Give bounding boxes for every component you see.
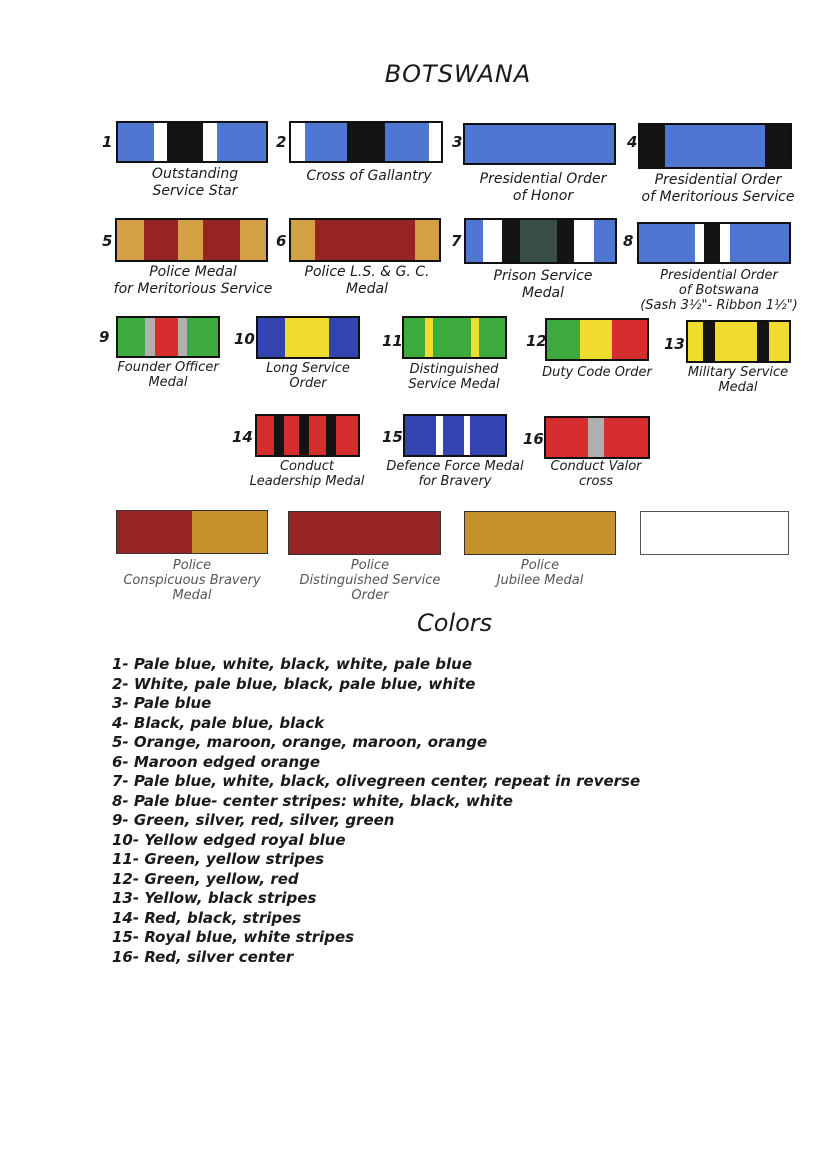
ribbon-number: 4	[627, 133, 638, 151]
ribbon-name: Presidential Order of Botswana (Sash 3½"- Ribbon 1½")	[640, 268, 798, 313]
color-description: 7- Pale blue, white, black, olivegreen center, repeat in reverse	[112, 772, 641, 790]
ribbon-name: Police Medal for Meritorious Service	[113, 264, 273, 297]
ribbon-bar-6	[289, 218, 441, 262]
ribbon-number: 15	[382, 428, 403, 446]
ribbon-name: Duty Code Order	[542, 365, 652, 380]
ribbon-number: 6	[276, 232, 287, 250]
color-description: 5- Orange, maroon, orange, maroon, orange	[112, 733, 488, 751]
ribbon-bar-4	[638, 123, 792, 169]
color-description: 3- Pale blue	[112, 694, 212, 712]
ribbon-bar-5	[115, 218, 268, 262]
ribbon-bar-14	[255, 414, 360, 457]
color-description: 15- Royal blue, white stripes	[112, 928, 355, 946]
color-description: 13- Yellow, black stripes	[112, 889, 317, 907]
color-description: 1- Pale blue, white, black, white, pale blue	[112, 655, 473, 673]
ribbon-bar-12	[545, 318, 649, 361]
ribbon-name: Long Service Order	[266, 361, 350, 391]
ribbon-name: Conduct Leadership Medal	[249, 459, 365, 489]
police-ribbon-bar-2	[288, 511, 441, 555]
police-ribbon-bar-1	[116, 510, 268, 554]
ribbon-number: 9	[99, 328, 110, 346]
ribbon-name: Military Service Medal	[687, 365, 789, 395]
color-description-list	[112, 655, 640, 967]
color-description: 16- Red, silver center	[112, 947, 294, 966]
color-description: 8- Pale blue- center stripes: white, black, white	[112, 791, 513, 810]
ribbon-name: Police Distinguished Service Order	[299, 558, 441, 603]
ribbon-name: Conduct Valor cross	[550, 459, 642, 489]
ribbon-bar-16	[544, 416, 650, 459]
ribbon-bar-7	[464, 218, 617, 264]
ribbon-bar-1	[116, 121, 268, 163]
ribbon-number: 14	[232, 428, 253, 446]
ribbon-number: 8	[623, 232, 634, 250]
ribbon-number: 7	[451, 232, 462, 250]
color-description: 6- Maroon edged orange	[112, 752, 321, 771]
ribbon-bar-10	[256, 316, 360, 359]
ribbon-name: Founder Officer Medal	[117, 360, 219, 390]
ribbon-name: Police L.S. & G. C. Medal	[304, 264, 430, 297]
ribbon-number: 10	[234, 330, 255, 348]
color-description: 14- Red, black, stripes	[112, 908, 302, 927]
ribbon-name: Police Conspicuous Bravery Medal	[123, 558, 261, 603]
ribbon-bar-15	[403, 414, 507, 457]
ribbon-number: 16	[523, 430, 544, 448]
color-description: 9- Green, silver, red, silver, green	[112, 811, 395, 829]
ribbon-bar-3	[463, 123, 616, 165]
ribbon-number: 3	[452, 133, 463, 151]
ribbon-name: Cross of Gallantry	[306, 168, 432, 184]
blank-ribbon-box	[640, 511, 789, 555]
ribbon-name: Defence Force Medal for Bravery	[386, 459, 524, 489]
color-description: 12- Green, yellow, red	[112, 869, 299, 888]
color-description: 2- White, pale blue, black, pale blue, white	[112, 674, 476, 693]
color-description: 4- Black, pale blue, black	[112, 713, 325, 732]
ribbon-number: 11	[382, 332, 403, 350]
ribbon-number: 2	[276, 133, 287, 151]
ribbon-bar-2	[289, 121, 443, 163]
ribbon-number: 12	[526, 332, 547, 350]
color-description: 10- Yellow edged royal blue	[112, 830, 346, 849]
page-title: BOTSWANA	[384, 60, 532, 88]
ribbon-bar-8	[637, 222, 791, 264]
ribbon-number: 1	[102, 133, 113, 151]
ribbon-name: Distinguished Service Medal	[408, 362, 500, 392]
ribbon-bar-9	[116, 316, 220, 358]
ribbon-name: Outstanding Service Star	[151, 166, 239, 199]
colors-title: Colors	[417, 609, 493, 637]
ribbon-name: Police Jubilee Medal	[496, 558, 584, 588]
color-description: 11- Green, yellow stripes	[112, 850, 325, 868]
ribbon-name: Prison Service Medal	[493, 268, 593, 301]
police-ribbon-bar-3	[464, 511, 616, 555]
ribbon-name: Presidential Order of Meritorious Service	[641, 172, 795, 205]
ribbon-bar-13	[686, 320, 791, 363]
ribbon-number: 5	[102, 232, 113, 250]
ribbon-number: 13	[664, 335, 685, 353]
ribbon-name: Presidential Order of Honor	[479, 171, 607, 204]
ribbon-bar-11	[402, 316, 507, 359]
